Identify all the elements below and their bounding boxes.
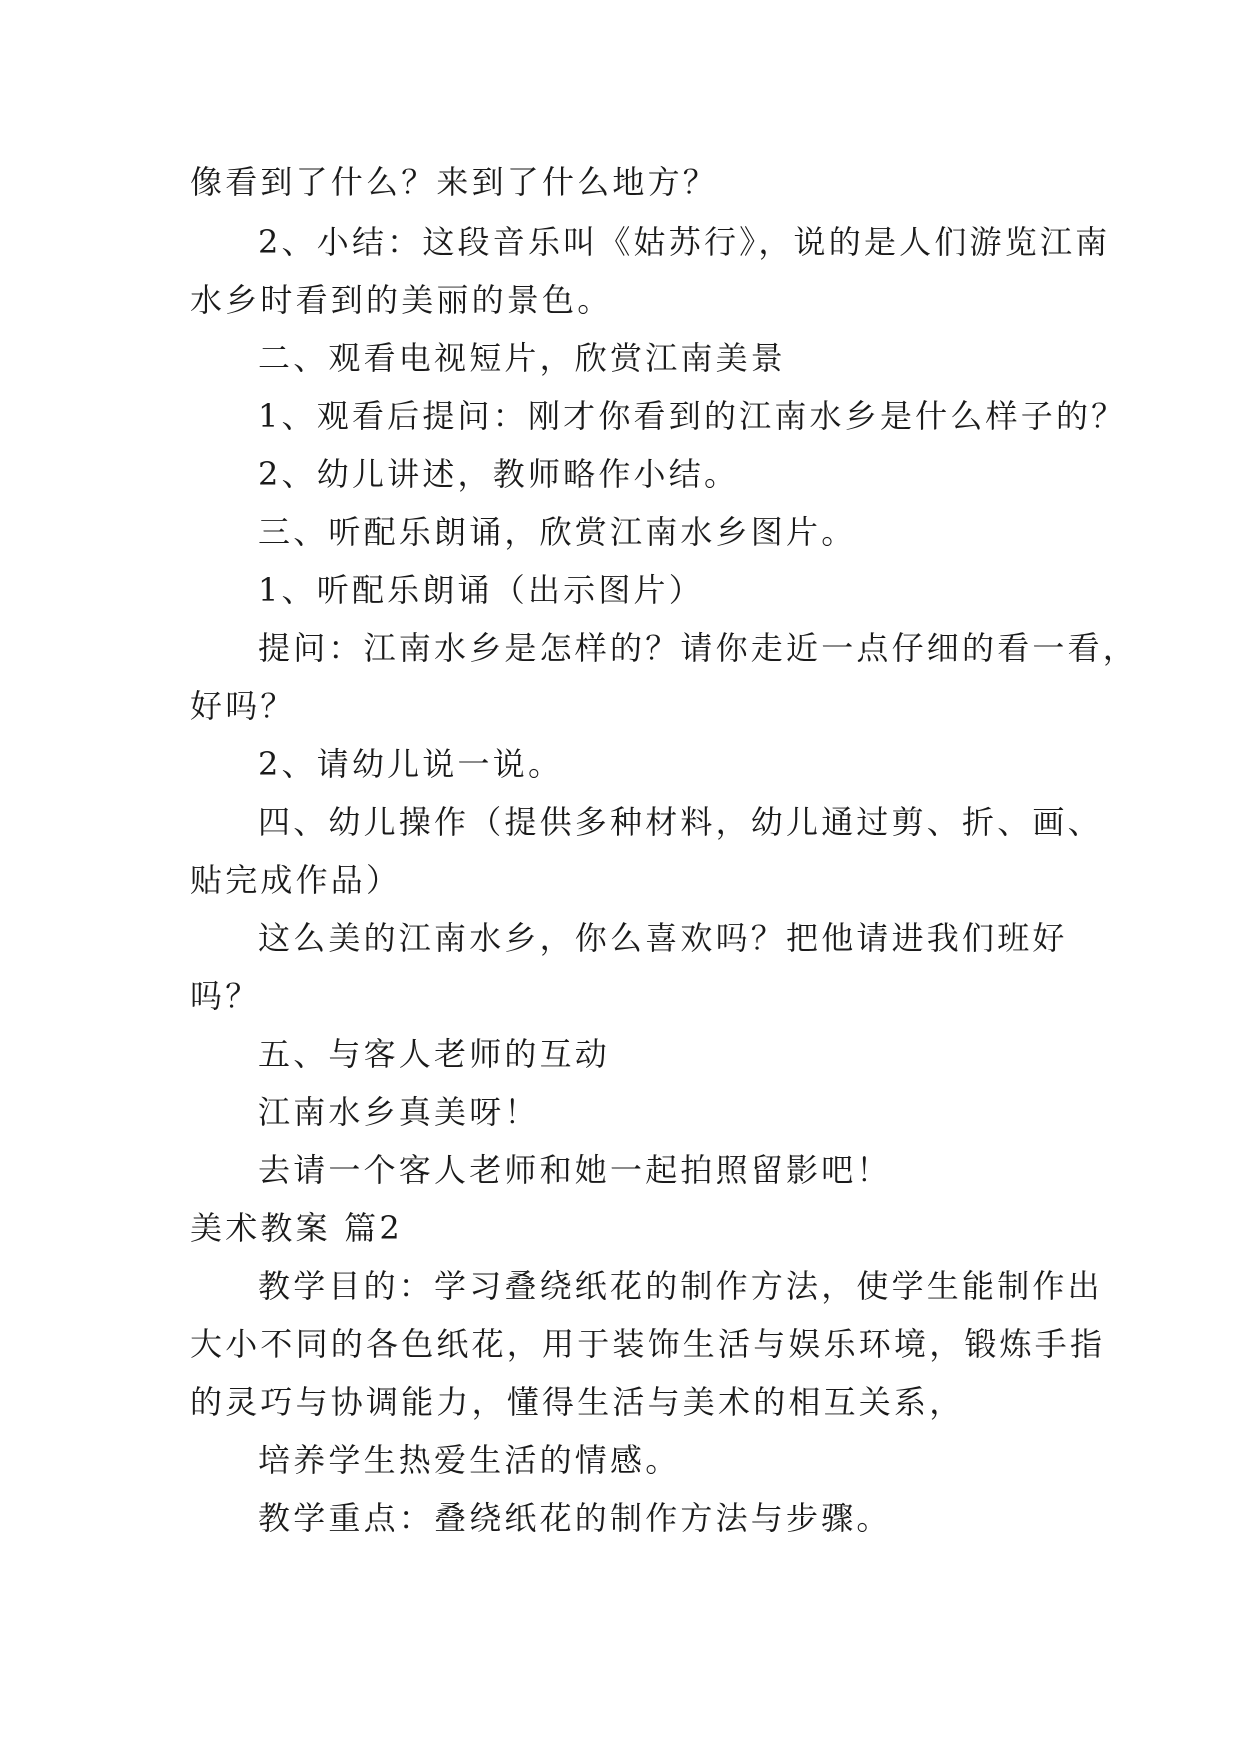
body-line: 的灵巧与协调能力，懂得生活与美术的相互关系， bbox=[190, 1383, 965, 1421]
section-heading: 四、幼儿操作（提供多种材料，幼儿通过剪、折、画、 bbox=[258, 803, 1103, 841]
body-line: 1、观看后提问：刚才你看到的江南水乡是什么样子的？ bbox=[258, 397, 1127, 435]
section-heading: 五、与客人老师的互动 bbox=[258, 1035, 611, 1073]
body-line: 2、请幼儿说一说。 bbox=[258, 745, 564, 783]
section-heading: 二、观看电视短片，欣赏江南美景 bbox=[258, 339, 787, 377]
body-line: 2、幼儿讲述，教师略作小结。 bbox=[258, 455, 740, 493]
section-heading: 三、听配乐朗诵，欣赏江南水乡图片。 bbox=[258, 513, 857, 551]
body-line: 教学重点：叠绕纸花的制作方法与步骤。 bbox=[258, 1499, 892, 1537]
body-line: 吗？ bbox=[190, 977, 261, 1015]
body-line: 教学目的：学习叠绕纸花的制作方法，使学生能制作出 bbox=[258, 1267, 1103, 1305]
body-line: 1、听配乐朗诵（出示图片） bbox=[258, 571, 704, 609]
body-line: 提问：江南水乡是怎样的？请你走近一点仔细的看一看， bbox=[258, 629, 1139, 667]
body-line: 好吗？ bbox=[190, 687, 296, 725]
body-line: 像看到了什么？来到了什么地方？ bbox=[190, 163, 719, 201]
body-line: 去请一个客人老师和她一起拍照留影吧！ bbox=[258, 1151, 892, 1189]
body-line: 这么美的江南水乡，你么喜欢吗？把他请进我们班好 bbox=[258, 919, 1068, 957]
body-line: 2、小结：这段音乐叫《姑苏行》，说的是人们游览江南 bbox=[258, 223, 1111, 261]
body-line: 江南水乡真美呀！ bbox=[258, 1093, 540, 1131]
body-line: 培养学生热爱生活的情感。 bbox=[258, 1441, 681, 1479]
body-line: 水乡时看到的美丽的景色。 bbox=[190, 281, 613, 319]
body-line: 大小不同的各色纸花，用于装饰生活与娱乐环境，锻炼手指 bbox=[190, 1325, 1106, 1363]
document-title: 美术教案 篇2 bbox=[190, 1209, 403, 1247]
body-line: 贴完成作品） bbox=[190, 861, 402, 899]
